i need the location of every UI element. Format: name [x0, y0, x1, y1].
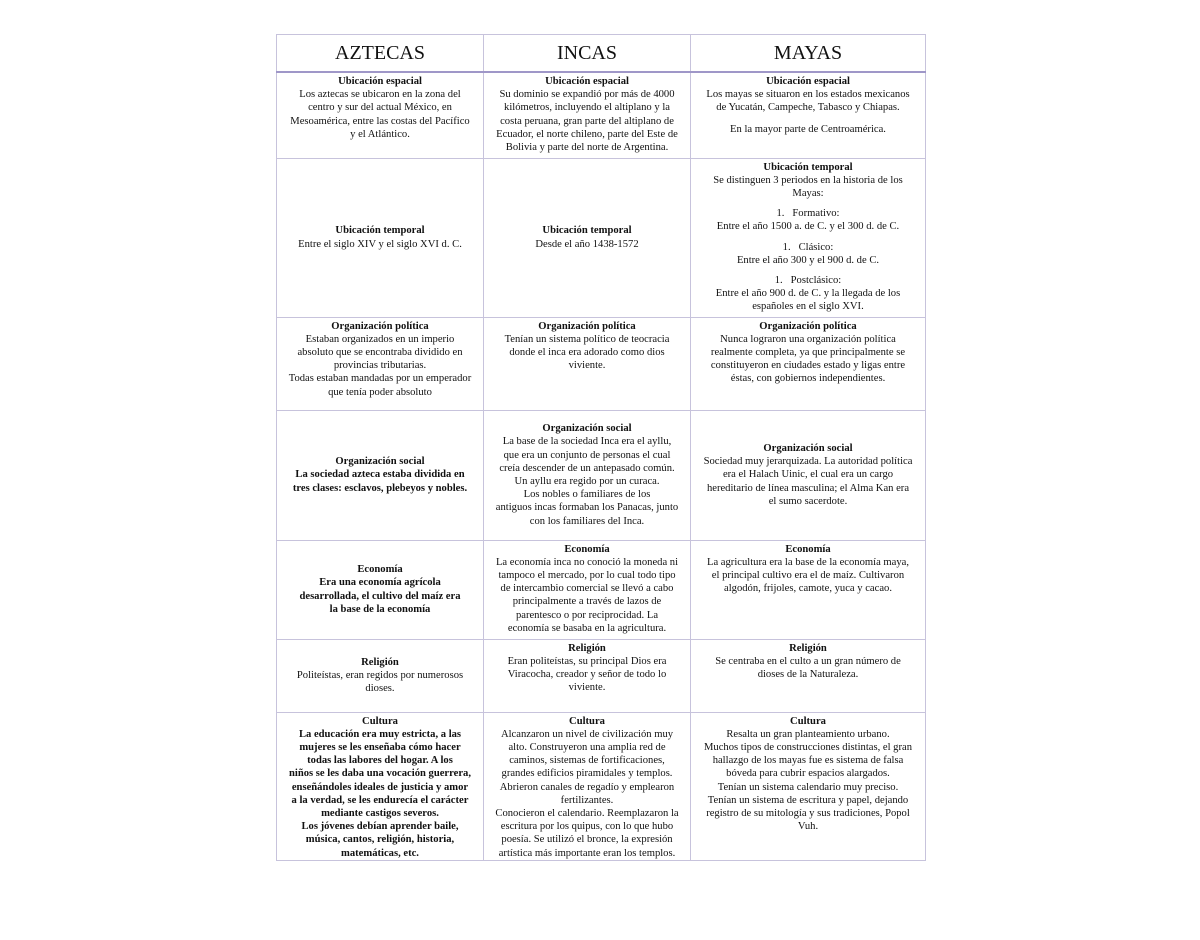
section-title: Organización política	[759, 320, 857, 332]
text-line: algodón, frijoles, camote, yuca y cacao.	[724, 583, 892, 595]
cell-incas-organizacion-social	[484, 410, 691, 540]
text-line: hallazgo de los mayas fue es sistema de falsa	[712, 755, 904, 767]
text-line: poesía. Se utilizó el bronce, la expresión	[501, 834, 673, 846]
row-organizacion-social	[277, 410, 926, 540]
period-item	[695, 274, 921, 287]
period-item	[695, 241, 921, 254]
text-line: Vuh.	[797, 821, 819, 833]
section-title: Economía	[357, 564, 403, 576]
cell-incas-economia	[484, 540, 691, 639]
text-line: hereditario de línea masculina; el Alma Kan era	[706, 482, 910, 494]
text-line: tampoco el mercado, por lo cual todo tipo	[498, 569, 676, 581]
text-line: Abrieron canales de regadío y emplearon	[499, 781, 675, 793]
text-line: Conocieron el calendario. Reemplazaron la	[495, 807, 679, 819]
text-line: éstas, con gobiernos independientes.	[730, 373, 886, 385]
text-line: La base de la sociedad Inca era el ayllu,	[502, 436, 672, 448]
section-title: Economía	[785, 543, 831, 555]
text-line: Su dominio se expandió por más de 4000	[499, 89, 675, 101]
section-title: Cultura	[362, 715, 398, 727]
text-line: Alcanzaron un nivel de civilización muy	[500, 728, 674, 740]
row-organizacion-politica	[277, 317, 926, 410]
text-line: antiguos incas formaban los Panacas, junto	[495, 502, 679, 514]
text-line: Entre el año 1500 a. de C. y el 300 d. de C.	[716, 221, 900, 233]
cell-incas-organizacion-politica	[484, 317, 691, 410]
text-line: Todas estaban mandadas por un emperador	[288, 373, 472, 385]
period-name: Formativo:	[792, 208, 840, 220]
period-number: 1.	[776, 208, 785, 220]
section-title: Organización política	[538, 320, 636, 332]
text-line: alto. Construyeron una amplia red de	[508, 741, 666, 753]
text-line: Estaban organizados en un imperio	[305, 333, 455, 345]
cell-aztecas-cultura	[277, 712, 484, 860]
section-title: Cultura	[790, 715, 826, 727]
text-line: Entre el año 300 y el 900 d. de C.	[736, 254, 880, 266]
text-line: kilómetros, incluyendo el altiplano y la	[504, 102, 670, 114]
text-line: parentesco o por reciprocidad. La	[515, 609, 659, 621]
cell-mayas-economia	[691, 540, 926, 639]
text-line: Los aztecas se ubicaron en la zona del	[299, 89, 461, 101]
period-name: Postclásico:	[790, 274, 842, 286]
text-line: y el Atlántico.	[350, 128, 410, 140]
section-title: Cultura	[569, 715, 605, 727]
text-line: bóveda para cubrir espacios alargados.	[726, 768, 890, 780]
text-line: música, cantos, religión, historia,	[305, 834, 455, 846]
text-line: mediante castigos severos.	[321, 807, 439, 819]
text-line: Eran politeístas, su principal Dios era	[507, 655, 667, 667]
header-mayas: MAYAS	[691, 35, 926, 73]
text-line: niños se les daba una vocación guerrera,	[289, 768, 471, 780]
section-title: Ubicación espacial	[338, 76, 422, 87]
text-line: caminos, sistemas de fortificaciones,	[509, 755, 665, 767]
text-line: Los jóvenes debían aprender baile,	[301, 821, 459, 833]
text-line: constituyeron en ciudades estado y ligas entre	[710, 360, 906, 372]
row-economia	[277, 540, 926, 639]
section-title: Ubicación espacial	[545, 76, 629, 87]
cell-aztecas-ubicacion-espacial	[277, 72, 484, 158]
text-line: absoluto que se encontraba dividido en	[297, 346, 463, 358]
text-line: fertilizantes.	[560, 794, 614, 806]
text-line: donde el inca era adorado como dios	[509, 346, 665, 358]
section-title: Economía	[564, 543, 610, 555]
comparison-table	[276, 34, 926, 861]
section-title: Ubicación temporal	[542, 225, 632, 237]
section-title: Ubicación espacial	[766, 76, 850, 87]
text-line: Tenían un sistema de escritura y papel, dejando	[707, 794, 909, 806]
cell-aztecas-economia	[277, 540, 484, 639]
text-line: realmente completa, ya que principalmente se	[710, 346, 906, 358]
text-line: La sociedad azteca estaba dividida en	[295, 469, 465, 481]
section-title: Ubicación temporal	[763, 161, 853, 173]
text-line: viviente.	[568, 360, 606, 372]
text-line: con los familiares del Inca.	[529, 515, 645, 527]
text-line: Viracocha, creador y señor de todo lo	[507, 668, 667, 680]
text-line: creía descender de un antepasado común.	[499, 462, 675, 474]
cell-aztecas-ubicacion-temporal	[277, 158, 484, 317]
section-title: Organización social	[763, 442, 853, 454]
text-line: Sociedad muy jerarquizada. La autoridad política	[703, 456, 913, 468]
cell-incas-cultura	[484, 712, 691, 860]
text-line: Se centraba en el culto a un gran número de	[715, 655, 901, 667]
period-number: 1.	[782, 241, 791, 253]
text-line: Desde el año 1438-1572	[535, 238, 639, 250]
text-line: que era un conjunto de personas el cual	[503, 449, 671, 461]
text-line: tres clases: esclavos, plebeyos y nobles.	[292, 482, 468, 494]
text-line: centro y sur del actual México, en	[308, 102, 452, 114]
text-line: La agricultura era la base de la economía maya,	[706, 556, 910, 568]
text-line: era el Halach Uinic, el cual era un cargo	[722, 469, 894, 481]
header-row	[277, 35, 926, 73]
text-line: Tenían un sistema calendario muy preciso.	[717, 781, 899, 793]
text-line: provincias tributarias.	[333, 360, 427, 372]
cell-mayas-ubicacion-espacial	[691, 72, 926, 158]
row-ubicacion-temporal	[277, 158, 926, 317]
cell-aztecas-organizacion-politica	[277, 317, 484, 410]
text-line: La educación era muy estricta, a las	[298, 728, 462, 740]
period-item	[695, 207, 921, 220]
text-line: Politeístas, eran regidos por numerosos	[296, 669, 464, 681]
text-line: desarrollada, el cultivo del maíz era	[299, 590, 461, 602]
text-line: dioses de la Naturaleza.	[757, 668, 859, 680]
header-aztecas: AZTECAS	[277, 35, 484, 73]
text-line: de intercambio comercial se llevó a cabo	[500, 583, 674, 595]
cell-aztecas-religion	[277, 639, 484, 712]
text-line: economía se basaba en la agricultura.	[507, 622, 667, 634]
cell-mayas-religion	[691, 639, 926, 712]
text-line: Era una economía agrícola	[319, 577, 441, 589]
text-line: de Yucatán, Campeche, Tabasco y Chiapas.	[716, 102, 900, 114]
cell-incas-ubicacion-temporal	[484, 158, 691, 317]
text-line: Muchos tipos de construcciones distintas, el gran	[703, 741, 912, 753]
cell-incas-religion	[484, 639, 691, 712]
cell-mayas-organizacion-social	[691, 410, 926, 540]
section-title: Organización social	[335, 456, 425, 468]
text-line: a la verdad, se les endurecía el carácter	[291, 794, 469, 806]
period-number: 1.	[774, 274, 783, 286]
row-religion	[277, 639, 926, 712]
text-line: grandes edificios piramidales y templos.	[501, 768, 673, 780]
text-line: el principal cultivo era el de maíz. Cultivaron	[711, 569, 905, 581]
text-line: principalmente a través de lazos de	[512, 596, 662, 608]
text-line: Tenían un sistema político de teocracia	[504, 333, 670, 345]
text-line: mujeres se les enseñaba cómo hacer	[299, 741, 461, 753]
text-line: Entre el siglo XIV y el siglo XVI d. C.	[298, 238, 462, 250]
text-line: enseñándoles ideales de justicia y amor	[291, 781, 469, 793]
text-line: dioses.	[365, 683, 395, 695]
text-line: la base de la economía	[329, 603, 431, 615]
text-line: Resalta un gran planteamiento urbano.	[726, 728, 890, 740]
section-title: Organización política	[331, 320, 429, 332]
text-line: artística más importante eran los templos.	[498, 847, 676, 859]
cell-incas-ubicacion-espacial	[484, 72, 691, 158]
text-line: Entre el año 900 d. de C. y la llegada de los	[715, 288, 901, 300]
text-line: el sumo sacerdote.	[768, 495, 848, 507]
cell-mayas-organizacion-politica	[691, 317, 926, 410]
text-line: que tenía poder absoluto	[328, 386, 432, 398]
text-line: Se distinguen 3 periodos en la historia de los	[713, 174, 903, 186]
text-line: Los mayas se situaron en los estados mexicanos	[706, 89, 910, 101]
section-title: Organización social	[542, 423, 632, 435]
text-line: matemáticas, etc.	[341, 847, 419, 859]
text-line: La economía inca no conoció la moneda ni	[495, 556, 679, 568]
text-line: Nunca lograron una organización política	[720, 333, 896, 345]
text-line: todas las labores del hogar. A los	[307, 755, 453, 767]
header-incas: INCAS	[484, 35, 691, 73]
text-line: Mayas:	[792, 187, 824, 199]
text-line: Bolivia y parte del norte de Argentina.	[505, 142, 669, 154]
text-line: costa peruana, gran parte del altiplano de	[500, 115, 674, 127]
section-title: Religión	[361, 656, 399, 668]
row-cultura	[277, 712, 926, 860]
section-title: Religión	[568, 642, 606, 654]
text-line: registro de su mitología y sus tradiciones, Popol	[706, 807, 910, 819]
text-line: españoles en el siglo XVI.	[752, 301, 864, 313]
period-name: Clásico:	[798, 241, 834, 253]
cell-aztecas-organizacion-social	[277, 410, 484, 540]
section-title: Religión	[789, 642, 827, 654]
section-title: Ubicación temporal	[335, 225, 425, 237]
text-line: escritura por los quipus, con lo que hubo	[500, 821, 674, 833]
cell-mayas-ubicacion-temporal	[691, 158, 926, 317]
text-line: En la mayor parte de Centroamérica.	[730, 123, 886, 135]
text-line: Mesoamérica, entre las costas del Pacífico	[290, 115, 470, 127]
text-line: Los nobles o familiares de los	[523, 489, 651, 501]
text-line: Un ayllu era regido por un curaca.	[514, 476, 660, 487]
row-ubicacion-espacial	[277, 72, 926, 158]
text-line: Ecuador, el norte chileno, parte del Este de	[496, 128, 678, 140]
text-line: viviente.	[568, 682, 606, 694]
cell-mayas-cultura	[691, 712, 926, 860]
